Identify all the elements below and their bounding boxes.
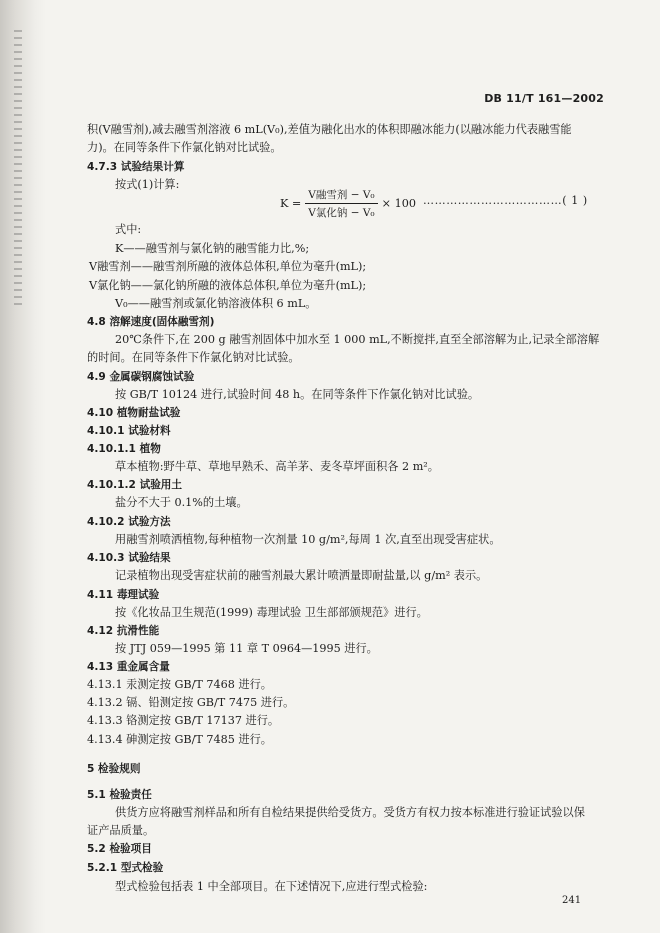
- formula-denominator: V氯化钠 − V₀: [305, 203, 377, 220]
- text-line: V氯化钠——氯化钠所融的液体总体积,单位为毫升(mL);: [89, 279, 367, 292]
- text-line: 盐分不大于 0.1%的土壤。: [115, 496, 248, 509]
- text-line: 力)。在同等条件下作氯化钠对比试验。: [87, 141, 282, 154]
- formula-leader: [423, 194, 588, 207]
- text-line: 供货方应将融雪剂样品和所有自检结果提供给受货方。受货方有权力按本标准进行验证试验以保: [115, 806, 585, 819]
- section-heading: 4.10.1 试验材料: [87, 425, 171, 437]
- section-heading: 5.2 检验项目: [87, 843, 152, 855]
- text-line: 按 GB/T 10124 进行,试验时间 48 h。在同等条件下作氯化钠对比试验。: [115, 388, 480, 401]
- formula-dots: ………………………………: [423, 194, 563, 207]
- formula-factor: × 100: [381, 197, 416, 210]
- section-heading: 4.10.2 试验方法: [87, 516, 171, 528]
- section-heading: 4.9 金属碳钢腐蚀试验: [87, 371, 195, 383]
- section-heading: 4.10.1.1 植物: [87, 443, 161, 455]
- text-line: 的时间。在同等条件下作氯化钠对比试验。: [87, 351, 300, 364]
- text-line: 型式检验包括表 1 中全部项目。在下述情况下,应进行型式检验:: [115, 880, 428, 893]
- formula-fraction: [305, 187, 377, 220]
- text-line: 式中:: [115, 223, 142, 236]
- equation-number: ( 1 ): [562, 194, 588, 207]
- scan-edge: [0, 0, 46, 933]
- text-line: 按 JTJ 059—1995 第 11 章 T 0964—1995 进行。: [115, 642, 378, 655]
- section-heading: 5 检验规则: [87, 763, 141, 775]
- text-line: 按式(1)计算:: [115, 178, 180, 191]
- text-line: 按《化妆品卫生规范(1999) 毒理试验 卫生部部颁规范》进行。: [115, 606, 428, 619]
- text-line: 草本植物:野牛草、草地早熟禾、高羊茅、麦冬草坪面积各 2 m²。: [115, 460, 439, 473]
- section-heading: 4.10 植物耐盐试验: [87, 407, 181, 419]
- scan-binding-marks: [14, 30, 22, 310]
- section-heading: 4.12 抗滑性能: [87, 625, 160, 637]
- text-line: 积(V融雪剂),减去融雪剂溶液 6 mL(V₀),差值为融化出水的体积即融冰能力(以融冰能力代表融雪能: [87, 123, 572, 136]
- text-line: 记录植物出现受害症状前的融雪剂最大累计喷洒量即耐盐量,以 g/m² 表示。: [115, 569, 488, 582]
- standard-number: DB 11/T 161—2002: [484, 92, 604, 105]
- text-line: 4.13.3 铬测定按 GB/T 17137 进行。: [87, 714, 280, 727]
- formula-numerator: V融雪剂 − V₀: [308, 189, 375, 201]
- text-line: 4.13.4 砷测定按 GB/T 7485 进行。: [87, 733, 272, 746]
- text-line: V融雪剂——融雪剂所融的液体总体积,单位为毫升(mL);: [89, 260, 367, 273]
- text-line: V₀——融雪剂或氯化钠溶液体积 6 mL。: [115, 297, 317, 310]
- formula-lhs: K =: [280, 197, 302, 210]
- text-line: K——融雪剂与氯化钠的融雪能力比,%;: [115, 242, 310, 255]
- text-line: 20℃条件下,在 200 g 融雪剂固体中加水至 1 000 mL,不断搅拌,直至全部溶解为止,记录全部溶解: [115, 333, 600, 346]
- section-heading: 4.7.3 试验结果计算: [87, 161, 185, 173]
- section-heading: 4.10.1.2 试验用土: [87, 479, 182, 491]
- section-heading: 5.1 检验责任: [87, 789, 152, 801]
- section-heading: 5.2.1 型式检验: [87, 862, 164, 874]
- text-line: 用融雪剂喷洒植物,每种植物一次剂量 10 g/m²,每周 1 次,直至出现受害症状。: [115, 533, 501, 546]
- page-number: 241: [562, 895, 582, 906]
- text-line: 4.13.1 汞测定按 GB/T 7468 进行。: [87, 678, 272, 691]
- section-heading: 4.13 重金属含量: [87, 661, 170, 673]
- section-heading: 4.8 溶解速度(固体融雪剂): [87, 316, 215, 328]
- formula-1: [280, 187, 416, 220]
- section-heading: 4.11 毒理试验: [87, 589, 160, 601]
- text-line: 证产品质量。: [87, 824, 155, 837]
- section-heading: 4.10.3 试验结果: [87, 552, 171, 564]
- text-line: 4.13.2 镉、铅测定按 GB/T 7475 进行。: [87, 696, 295, 709]
